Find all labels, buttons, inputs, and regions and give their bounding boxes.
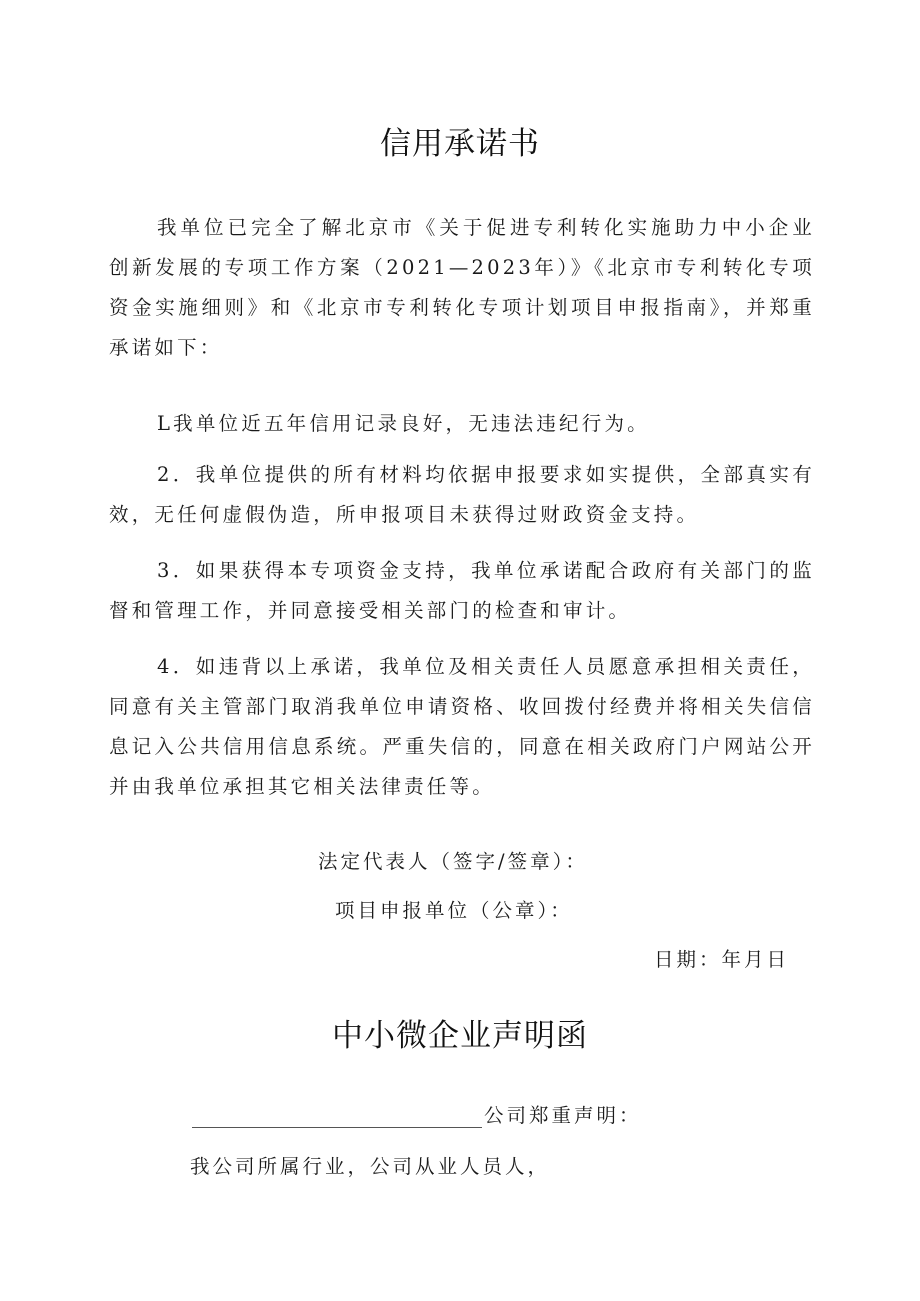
commitment-item-2: 2．我单位提供的所有材料均依据申报要求如实提供，全部真实有效，无任何虚假伪造，所申报项目未获得过财政资金支持。 xyxy=(109,463,815,526)
company-statement-line xyxy=(192,1100,642,1128)
date-label: 日期：年月日 xyxy=(654,948,790,971)
company-statement-text: 公司郑重声明： xyxy=(484,1104,642,1127)
company-name-blank[interactable] xyxy=(192,1101,482,1128)
credit-letter-title: 信用承诺书 xyxy=(380,126,540,162)
sme-declaration-title: 中小微企业声明函 xyxy=(332,1018,588,1054)
declaration-body: 我公司所属行业，公司从业人员人， xyxy=(190,1155,551,1178)
legal-representative-signature-label: 法定代表人（签字/签章）： xyxy=(318,850,588,873)
commitment-item-1: L我单位近五年信用记录良好，无违法违纪行为。 xyxy=(157,412,650,435)
credit-letter-intro: 我单位已完全了解北京市《关于促进专利转化实施助力中小企业创新发展的专项工作方案（2021—2023年）》《北京市专利转化专项资金实施细则》和《北京市专利转化专项计划项目申报指南》，并郑重承诺如下： xyxy=(109,216,815,359)
commitment-item-4: 4．如违背以上承诺，我单位及相关责任人员愿意承担相关责任，同意有关主管部门取消我单位申请资格、收回拨付经费并将相关失信信息记入公共信用信息系统。严重失信的，同意在相关政府门户网站公开并由我单位承担其它相关法律责任等。 xyxy=(109,655,815,798)
commitment-item-3: 3．如果获得本专项资金支持，我单位承诺配合政府有关部门的监督和管理工作，并同意接受相关部门的检查和审计。 xyxy=(109,559,815,622)
applicant-unit-seal-label: 项目申报单位（公章）： xyxy=(335,899,573,922)
